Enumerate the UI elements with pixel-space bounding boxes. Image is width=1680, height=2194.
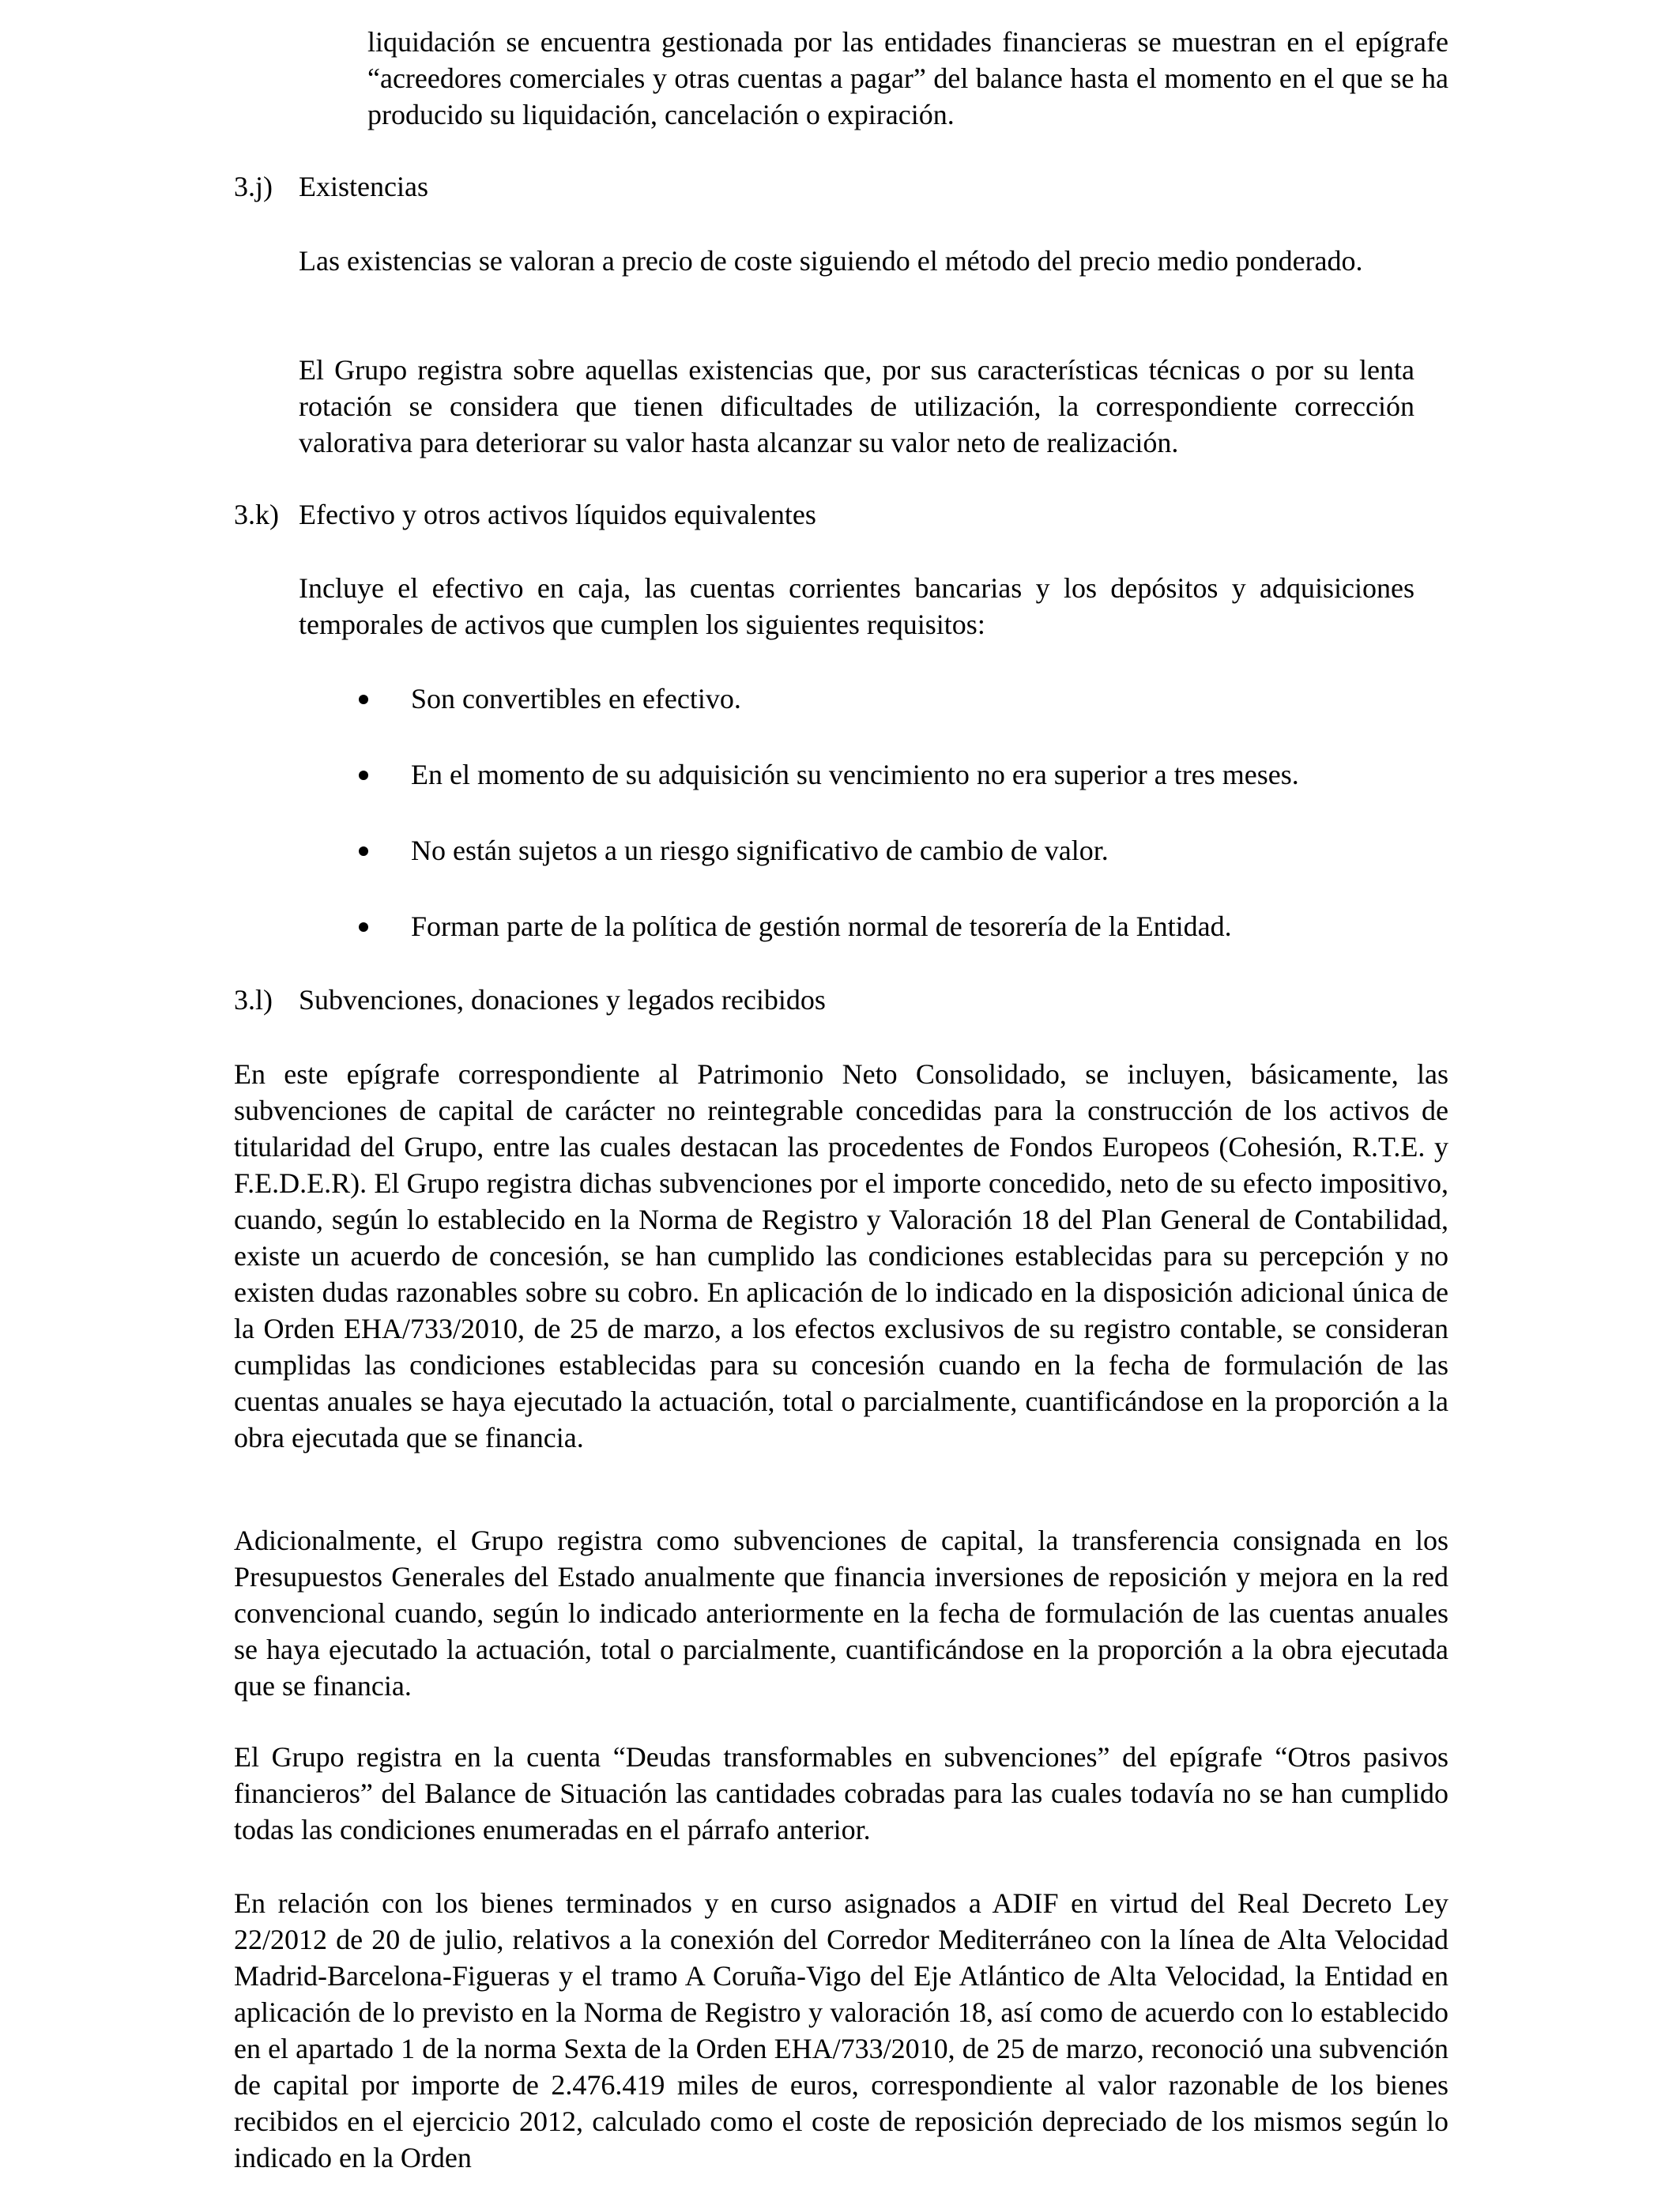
list-item: Son convertibles en efectivo. bbox=[411, 683, 741, 714]
list-item: En el momento de su adquisición su vencimiento no era superior a tres meses. bbox=[411, 759, 1299, 790]
section-j-heading bbox=[234, 168, 428, 205]
section-l-number: 3.l) bbox=[234, 984, 273, 1016]
section-l-paragraph-1: En este epígrafe correspondiente al Patrimonio Neto Consolidado, se incluyen, básicamente, las subvenciones de capital de carácter no reintegrable concedidas para la construcción de los activos de titularidad del Grupo, entre las cuales destacan las procedentes de Fondos Europeos (Cohesión, R.T.E. y F.E.D.E.R). El Grupo registra dichas subvenciones por el importe concedido, neto de su efecto impositivo, cuando, según lo establecido en la Norma de Registro y Valoración 18 del Plan General de Contabilidad, existe un acuerdo de concesión, se han cumplido las condiciones establecidas para su percepción y no existen dudas razonables sobre su cobro. En aplicación de lo indicado en la disposición adicional única de la Orden EHA/733/2010, de 25 de marzo, a los efectos exclusivos de su registro contable, se consideran cumplidas las condiciones establecidas para su concesión cuando en la fecha de formulación de las cuentas anuales se haya ejecutado la actuación, total o parcialmente, cuantificándose en la proporción a la obra ejecutada que se financia. bbox=[234, 1058, 1448, 1453]
section-l-paragraph-2: Adicionalmente, el Grupo registra como subvenciones de capital, la transferencia consignada en los Presupuestos Generales del Estado anualmente que financia inversiones de reposición y mejora en la red convencional cuando, según lo indicado anteriormente en la fecha de formulación de las cuentas anuales se haya ejecutado la actuación, total o parcialmente, cuantificándose en la proporción a la obra ejecutada que se financia. bbox=[234, 1525, 1448, 1702]
section-j-number: 3.j) bbox=[234, 171, 273, 202]
list-item: No están sujetos a un riesgo significativo de cambio de valor. bbox=[411, 835, 1109, 866]
section-k-paragraph-1: Incluye el efectivo en caja, las cuentas corrientes bancarias y los depósitos y adquisiciones temporales de activos que cumplen los siguientes requisitos: bbox=[299, 572, 1414, 640]
bullet-icon bbox=[359, 771, 368, 780]
section-k-heading bbox=[234, 496, 816, 533]
section-l-title: Subvenciones, donaciones y legados recibidos bbox=[299, 984, 826, 1016]
section-l-heading bbox=[234, 982, 826, 1018]
list-item: Forman parte de la política de gestión normal de tesorería de la Entidad. bbox=[411, 910, 1232, 942]
section-k-title: Efectivo y otros activos líquidos equivalentes bbox=[299, 499, 816, 530]
intro-paragraph: liquidación se encuentra gestionada por las entidades financieras se muestran en el epígrafe “acreedores comerciales y otras cuentas a pagar” del balance hasta el momento en el que se ha producido su liquidación, cancelación o expiración. bbox=[367, 26, 1448, 130]
section-j-title: Existencias bbox=[299, 171, 428, 202]
section-j-paragraph-2: El Grupo registra sobre aquellas existencias que, por sus características técnicas o por su lenta rotación se considera que tienen dificultades de utilización, la correspondiente corrección valorativa para deteriorar su valor hasta alcanzar su valor neto de realización. bbox=[299, 354, 1414, 458]
section-l-paragraph-4: En relación con los bienes terminados y en curso asignados a ADIF en virtud del Real Decreto Ley 22/2012 de 20 de julio, relativos a la conexión del Corredor Mediterráneo con la línea de Alta Velocidad Madrid-Barcelona-Figueras y el tramo A Coruña-Vigo del Eje Atlántico de Alta Velocidad, la Entidad en aplicación de lo previsto en la Norma de Registro y valoración 18, así como de acuerdo con lo establecido en el apartado 1 de la norma Sexta de la Orden EHA/733/2010, de 25 de marzo, reconoció una subvención de capital por importe de 2.476.419 miles de euros, correspondiente al valor razonable de los bienes recibidos en el ejercicio 2012, calculado como el coste de reposición depreciado de los mismos según lo indicado en la Orden bbox=[234, 1887, 1448, 2173]
section-l-paragraph-3: El Grupo registra en la cuenta “Deudas transformables en subvenciones” del epígrafe “Otros pasivos financieros” del Balance de Situación las cantidades cobradas para las cuales todavía no se han cumplido todas las condiciones enumeradas en el párrafo anterior. bbox=[234, 1741, 1448, 1845]
bullet-icon bbox=[359, 922, 368, 932]
bullet-icon bbox=[359, 695, 368, 704]
bullet-icon bbox=[359, 846, 368, 856]
section-k-number: 3.k) bbox=[234, 499, 279, 530]
section-j-paragraph-1: Las existencias se valoran a precio de coste siguiendo el método del precio medio ponderado. bbox=[299, 245, 1363, 277]
